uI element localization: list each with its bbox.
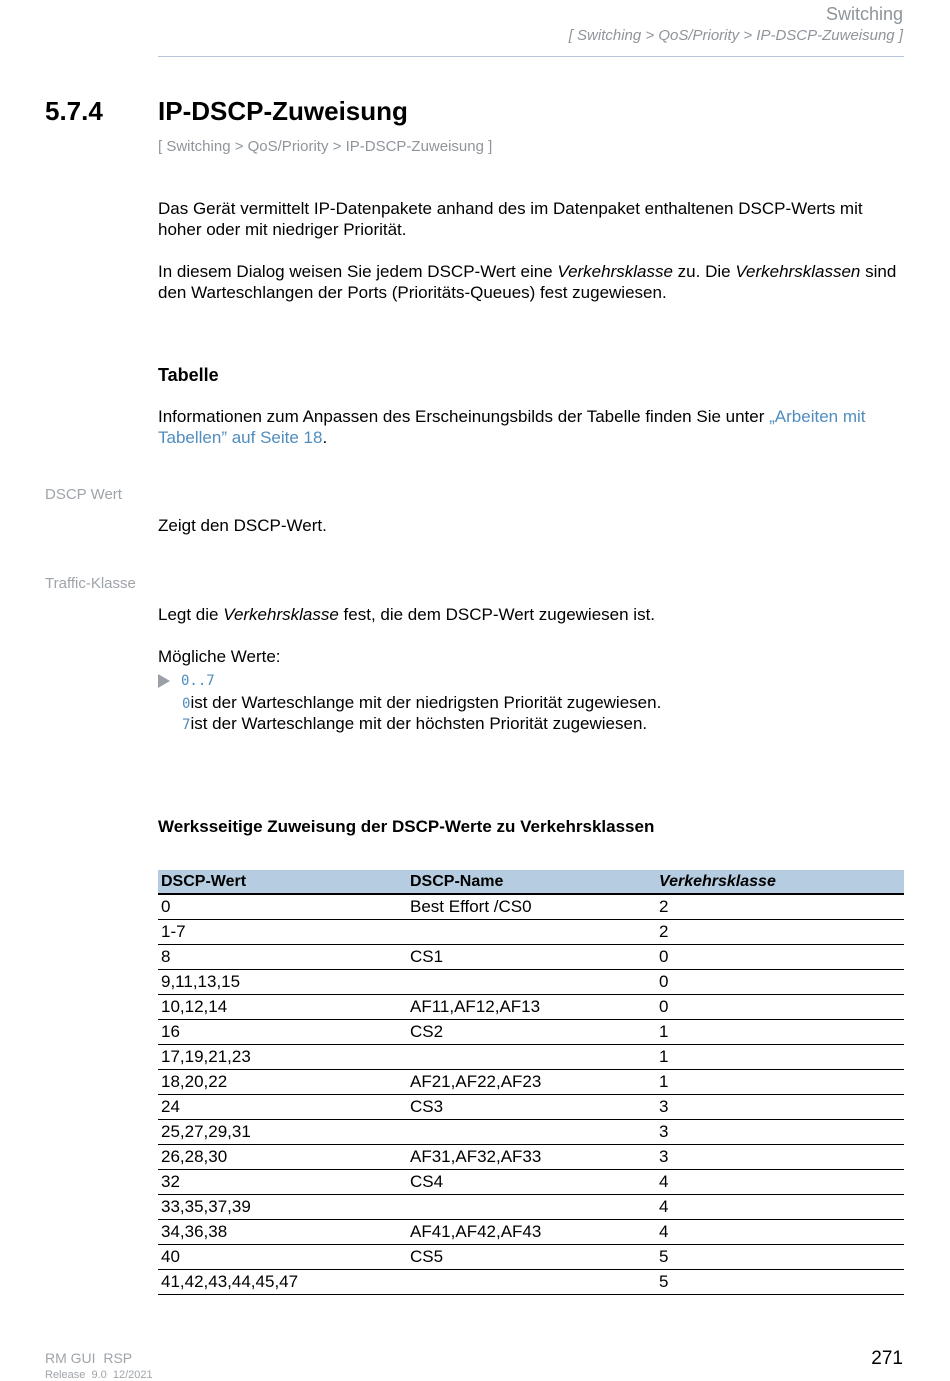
- cell-dscp-wert: 9,11,13,15: [158, 970, 407, 995]
- cell-dscp-name: CS5: [407, 1245, 656, 1270]
- cell-dscp-name: AF11,AF12,AF13: [407, 995, 656, 1020]
- cell-dscp-wert: 0: [158, 894, 407, 920]
- cell-dscp-wert: 40: [158, 1245, 407, 1270]
- cell-dscp-wert: 25,27,29,31: [158, 1120, 407, 1145]
- table-row: [158, 995, 904, 1020]
- cell-dscp-wert: 1-7: [158, 920, 407, 945]
- cell-verkehrsklasse: 0: [656, 945, 904, 970]
- cell-dscp-name: CS1: [407, 945, 656, 970]
- possible-values-label: Mögliche Werte:: [158, 647, 281, 666]
- param-desc-traffic-klasse: Legt die Verkehrsklasse fest, die dem DSCP-Wert zugewiesen ist.: [158, 605, 656, 624]
- cell-dscp-wert: 18,20,22: [158, 1070, 407, 1095]
- cell-verkehrsklasse: 1: [656, 1020, 904, 1045]
- cell-dscp-name: [407, 1120, 656, 1145]
- cell-verkehrsklasse: 1: [656, 1045, 904, 1070]
- intro-paragraph-1: Das Gerät vermittelt IP-Datenpakete anhand des im Datenpaket enthaltenen DSCP-Werts mit hoher oder mit niedriger Priorität.: [158, 199, 863, 239]
- intro-paragraph-2: In diesem Dialog weisen Sie jedem DSCP-Wert eine Verkehrsklasse zu. Die Verkehrsklassen sind den Warteschlangen der Ports (Prioritäts-Queues) fest zugewiesen.: [158, 262, 897, 302]
- table-row: [158, 1245, 904, 1270]
- cell-dscp-name: CS4: [407, 1170, 656, 1195]
- table-row: [158, 945, 904, 970]
- cell-dscp-name: CS2: [407, 1020, 656, 1045]
- table-row: [158, 970, 904, 995]
- cell-dscp-wert: 17,19,21,23: [158, 1045, 407, 1070]
- bullet-triangle-icon: [158, 674, 170, 688]
- footer-document: RM GUI RSP: [45, 1350, 133, 1366]
- cell-dscp-name: [407, 1195, 656, 1220]
- cell-verkehrsklasse: 1: [656, 1070, 904, 1095]
- tabelle-paragraph: Informationen zum Anpassen des Erscheinungsbilds der Tabelle finden Sie unter „Arbeiten mit Tabellen” auf Seite 18.: [158, 407, 866, 447]
- cell-dscp-name: [407, 1045, 656, 1070]
- cell-verkehrsklasse: 0: [656, 970, 904, 995]
- cell-verkehrsklasse: 4: [656, 1220, 904, 1245]
- section-title: IP-DSCP-Zuweisung: [158, 96, 408, 126]
- section-number: 5.7.4: [45, 96, 103, 126]
- cell-verkehrsklasse: 2: [656, 894, 904, 920]
- table-row: [158, 894, 904, 920]
- cell-dscp-name: AF21,AF22,AF23: [407, 1070, 656, 1095]
- cell-dscp-wert: 24: [158, 1095, 407, 1120]
- cell-dscp-name: CS3: [407, 1095, 656, 1120]
- cell-verkehrsklasse: 3: [656, 1145, 904, 1170]
- column-header-dscp-wert: DSCP-Wert: [158, 870, 407, 894]
- table-row: [158, 1120, 904, 1145]
- page-number: 271: [871, 1348, 903, 1369]
- cell-dscp-wert: 32: [158, 1170, 407, 1195]
- dscp-assignment-table: [158, 870, 904, 1295]
- value-7-desc: 7ist der Warteschlange mit der höchsten Priorität zugewiesen.: [182, 714, 648, 733]
- table-row: [158, 1270, 904, 1295]
- table-row: [158, 1170, 904, 1195]
- cell-dscp-wert: 8: [158, 945, 407, 970]
- cell-dscp-name: Best Effort /CS0: [407, 894, 656, 920]
- cell-dscp-wert: 41,42,43,44,45,47: [158, 1270, 407, 1295]
- cell-verkehrsklasse: 4: [656, 1195, 904, 1220]
- cell-dscp-name: AF31,AF32,AF33: [407, 1145, 656, 1170]
- cell-verkehrsklasse: 3: [656, 1120, 904, 1145]
- cell-verkehrsklasse: 5: [656, 1270, 904, 1295]
- table-row: [158, 920, 904, 945]
- cell-dscp-wert: 10,12,14: [158, 995, 407, 1020]
- cell-verkehrsklasse: 4: [656, 1170, 904, 1195]
- table-row: [158, 1095, 904, 1120]
- column-header-verkehrsklasse: Verkehrsklasse: [656, 870, 904, 894]
- link-arbeiten-mit-tabellen[interactable]: „Arbeiten mit Tabellen” auf Seite 18: [158, 407, 866, 447]
- cell-verkehrsklasse: 5: [656, 1245, 904, 1270]
- table-row: [158, 1220, 904, 1245]
- cell-dscp-name: [407, 1270, 656, 1295]
- param-label-traffic-klasse: Traffic-Klasse: [45, 575, 136, 592]
- value-range: 0..7: [181, 673, 215, 689]
- table-row: [158, 1020, 904, 1045]
- table-header-row: [158, 870, 904, 894]
- cell-dscp-name: [407, 920, 656, 945]
- column-header-dscp-name: DSCP-Name: [407, 870, 656, 894]
- cell-dscp-name: AF41,AF42,AF43: [407, 1220, 656, 1245]
- cell-dscp-wert: 26,28,30: [158, 1145, 407, 1170]
- table-row: [158, 1195, 904, 1220]
- tabelle-heading: Tabelle: [158, 365, 219, 385]
- table-row: [158, 1070, 904, 1095]
- cell-verkehrsklasse: 2: [656, 920, 904, 945]
- cell-verkehrsklasse: 3: [656, 1095, 904, 1120]
- section-breadcrumb: [ Switching > QoS/Priority > IP-DSCP-Zuweisung ]: [158, 138, 493, 155]
- table-heading: Werksseitige Zuweisung der DSCP-Werte zu Verkehrsklassen: [158, 817, 655, 836]
- param-desc-dscp-wert: Zeigt den DSCP-Wert.: [158, 516, 327, 535]
- running-header-title: Switching: [825, 4, 903, 24]
- cell-dscp-wert: 34,36,38: [158, 1220, 407, 1245]
- param-label-dscp-wert: DSCP Wert: [45, 486, 122, 503]
- value-range-item: [158, 672, 215, 692]
- value-0-desc: 0ist der Warteschlange mit der niedrigsten Priorität zugewiesen.: [182, 693, 662, 712]
- running-header-breadcrumb: [ Switching > QoS/Priority > IP-DSCP-Zuweisung ]: [568, 27, 903, 44]
- cell-dscp-wert: 33,35,37,39: [158, 1195, 407, 1220]
- cell-dscp-name: [407, 970, 656, 995]
- header-divider: [158, 56, 904, 57]
- table-row: [158, 1145, 904, 1170]
- cell-verkehrsklasse: 0: [656, 995, 904, 1020]
- cell-dscp-wert: 16: [158, 1020, 407, 1045]
- table-row: [158, 1045, 904, 1070]
- footer-release: Release 9.0 12/2021: [45, 1369, 153, 1381]
